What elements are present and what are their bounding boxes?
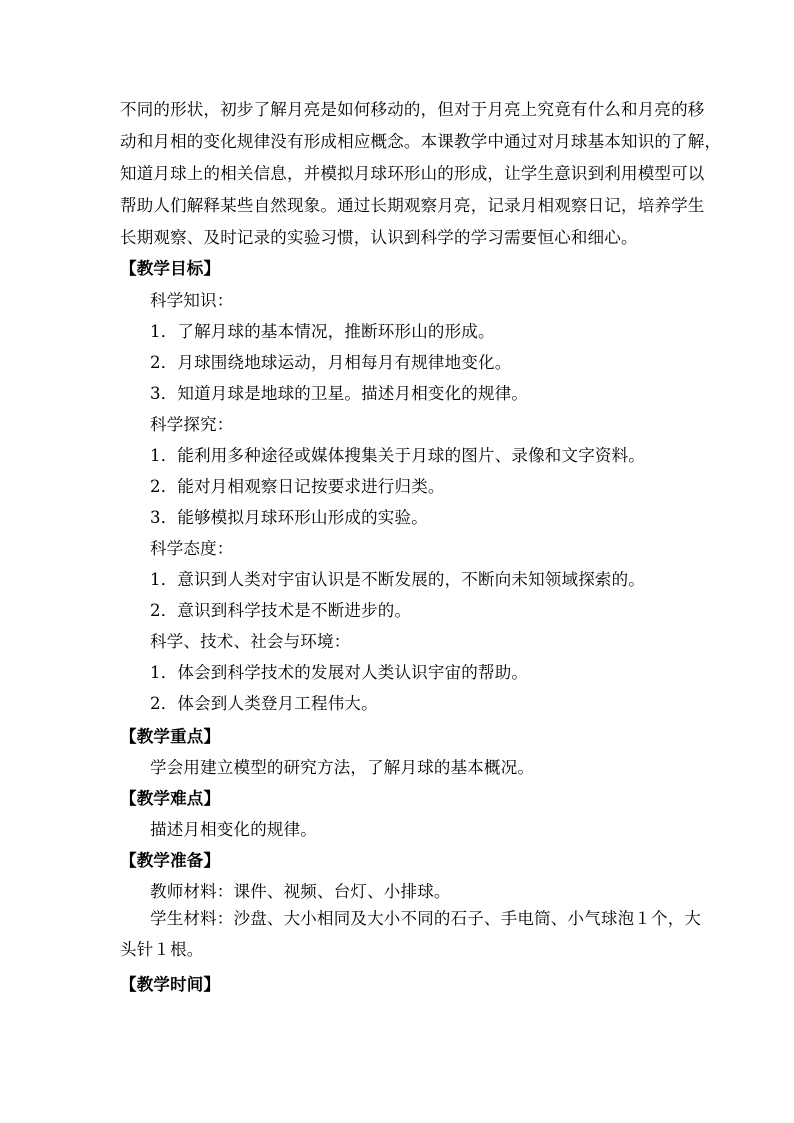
sts-item: 1．体会到科学技术的发展对人类认识宇宙的帮助。 — [150, 663, 529, 682]
student-materials-continued: 头针１根。 — [120, 940, 204, 959]
inquiry-item: 1．能利用多种途径或媒体搜集关于月球的图片、录像和文字资料。 — [150, 446, 645, 465]
intro-line-3: 知道月球上的相关信息，并模拟月球环形山的形成，让学生意识到利用模型可以 — [120, 164, 705, 183]
intro-line-4: 帮助人们解释某些自然现象。通过长期观察月亮，记录月相观察日记，培养学生 — [120, 196, 705, 215]
attitude-title: 科学态度： — [150, 539, 234, 558]
key-points-heading: 【教学重点】 — [120, 727, 221, 746]
preparation-heading: 【教学准备】 — [120, 851, 221, 870]
difficulties-heading: 【教学难点】 — [120, 789, 221, 808]
inquiry-title: 科学探究： — [150, 415, 234, 434]
objectives-heading: 【教学目标】 — [120, 259, 221, 278]
attitude-item: 2．意识到科学技术是不断进步的。 — [150, 601, 412, 620]
knowledge-item: 1．了解月球的基本情况，推断环形山的形成。 — [150, 322, 495, 341]
knowledge-title: 科学知识： — [150, 291, 234, 310]
difficulties-text: 描述月相变化的规律。 — [150, 820, 317, 839]
sts-title: 科学、技术、社会与环境： — [150, 632, 351, 651]
time-heading: 【教学时间】 — [120, 975, 221, 994]
attitude-item: 1．意识到人类对宇宙认识是不断发展的，不断向未知领域探索的。 — [150, 570, 645, 589]
key-points-text: 学会用建立模型的研究方法，了解月球的基本概况。 — [150, 758, 535, 777]
inquiry-item: 3．能够模拟月球环形山形成的实验。 — [150, 508, 428, 527]
intro-line-5: 长期观察、及时记录的实验习惯，认识到科学的学习需要恒心和细心。 — [120, 228, 638, 247]
knowledge-item: 3．知道月球是地球的卫星。描述月相变化的规律。 — [150, 384, 529, 403]
inquiry-item: 2．能对月相观察日记按要求进行归类。 — [150, 477, 445, 496]
teacher-materials: 教师材料：课件、视频、台灯、小排球。 — [150, 882, 451, 901]
knowledge-item: 2．月球围绕地球运动，月相每月有规律地变化。 — [150, 353, 512, 372]
student-materials: 学生材料：沙盘、大小相同及大小不同的石子、手电筒、小气球泡１个，大 — [150, 909, 702, 928]
intro-line-2: 动和月相的变化规律没有形成相应概念。本课教学中通过对月球基本知识的了解， — [120, 132, 722, 151]
sts-item: 2．体会到人类登月工程伟大。 — [150, 694, 378, 713]
intro-line-1: 不同的形状，初步了解月亮是如何移动的，但对于月亮上究竟有什么和月亮的移 — [120, 100, 705, 119]
